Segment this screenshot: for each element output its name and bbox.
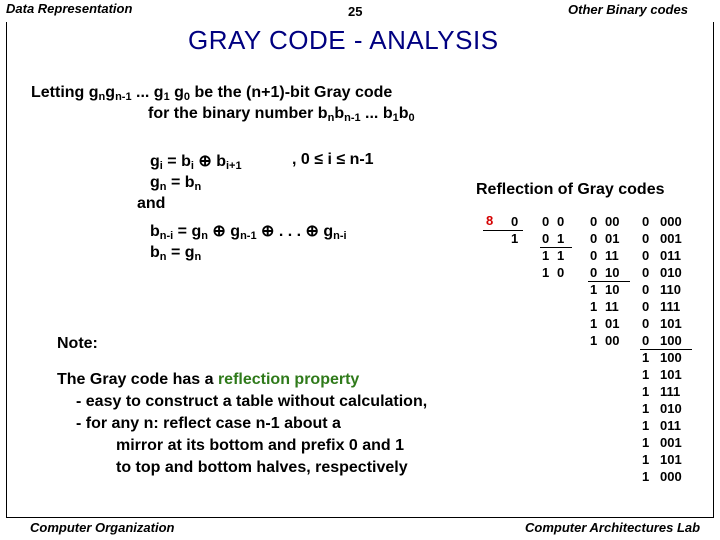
text-run: be the (n+1)-bit Gray code — [190, 84, 393, 101]
code-cell: 1 — [542, 265, 550, 280]
code-cell: 101 — [660, 367, 682, 382]
note-line-3: - for any n: reflect case n-1 about a — [76, 415, 341, 432]
code-cell: 001 — [660, 435, 682, 450]
subscript: 1 — [392, 112, 399, 124]
text-run: ⊕ b — [193, 153, 226, 170]
code-cell: 1 — [557, 231, 565, 246]
intro-line-1 — [31, 84, 392, 103]
code-cell: 1 — [642, 469, 650, 484]
note-line-5: to top and bottom halves, respectively — [116, 459, 408, 476]
subscript: 0 — [408, 112, 415, 124]
header-topic-label: Other Binary codes — [568, 2, 688, 17]
code-cell: 0 — [642, 214, 650, 229]
equation-index-range: , 0 ≤ i ≤ n-1 — [292, 151, 374, 168]
code-cell: 0 — [642, 316, 650, 331]
code-cell: 1 — [590, 333, 598, 348]
subscript: n-1 — [344, 112, 361, 124]
header-section-label: Data Representation — [6, 1, 133, 16]
text-run: The Gray code has a — [57, 371, 218, 388]
code-cell: 0 — [590, 214, 598, 229]
slide-title: GRAY CODE - ANALYSIS — [188, 25, 499, 55]
subscript: n — [159, 251, 167, 263]
code-cell: 1 — [590, 316, 598, 331]
subscript: 0 — [183, 91, 191, 103]
text-run: ... b — [360, 105, 393, 122]
code-cell: 01 — [605, 316, 620, 331]
text-run: = g — [166, 244, 195, 261]
code-cell: 1 — [642, 435, 650, 450]
subscript: n — [201, 230, 208, 242]
code-cell: 1 — [642, 384, 650, 399]
code-cell: 0 — [590, 265, 598, 280]
subscript: n-1 — [115, 91, 132, 103]
subscript: n-1 — [240, 230, 257, 242]
text-run: b — [150, 244, 160, 261]
code-cell: 1 — [590, 299, 598, 314]
code-cell: 01 — [605, 231, 620, 246]
code-cell: 0 — [557, 214, 565, 229]
mirror-line-1bit — [483, 230, 523, 231]
code-cell: 000 — [660, 469, 682, 484]
code-cell: 0 — [642, 231, 650, 246]
text-run: = b — [166, 174, 195, 191]
equation-bn — [150, 244, 201, 263]
text-run: = g — [173, 223, 202, 240]
and-label: and — [137, 195, 166, 212]
code-cell: 0 — [642, 282, 650, 297]
marker-glyph: 8 — [486, 213, 494, 228]
code-cell: 1 — [642, 350, 650, 365]
subscript: n — [194, 251, 202, 263]
code-cell: 1 — [511, 231, 519, 246]
code-cell: 011 — [660, 418, 681, 433]
code-cell: 1 — [590, 282, 598, 297]
text-run: g — [105, 84, 116, 101]
text-run: b — [334, 105, 345, 122]
subscript: i — [159, 160, 163, 172]
code-cell: 10 — [605, 265, 620, 280]
code-cell: 0 — [557, 265, 565, 280]
note-line-1 — [57, 371, 359, 389]
text-run: g — [150, 153, 160, 170]
code-cell: 100 — [660, 350, 682, 365]
subscript: i+1 — [226, 160, 242, 172]
code-cell: 101 — [660, 316, 682, 331]
code-cell: 11 — [605, 299, 619, 314]
equation-gn — [150, 174, 201, 193]
code-cell: 11 — [605, 248, 619, 263]
code-cell: 001 — [660, 231, 682, 246]
code-cell: 110 — [660, 282, 681, 297]
code-cell: 00 — [605, 214, 620, 229]
code-cell: 0 — [642, 265, 650, 280]
code-cell: 0 — [642, 333, 650, 348]
reflection-property-highlight: reflection property — [217, 371, 360, 388]
code-cell: 10 — [605, 282, 620, 297]
text-run: for the binary number b — [148, 105, 328, 122]
code-cell: 111 — [660, 384, 681, 399]
code-cell: 0 — [590, 248, 598, 263]
equation-binary-from-gray — [150, 221, 347, 242]
text-run: ... g — [131, 84, 164, 101]
code-cell: 100 — [660, 333, 682, 348]
text-run: b — [398, 105, 409, 122]
note-line-4: mirror at its bottom and prefix 0 and 1 — [116, 437, 405, 454]
code-cell: 0 — [511, 214, 519, 229]
code-cell: 0 — [590, 231, 598, 246]
text-run: g — [150, 174, 160, 191]
text-run: ⊕ g — [207, 223, 241, 240]
code-cell: 0 — [542, 214, 550, 229]
code-cell: 010 — [660, 401, 682, 416]
note-label: Note: — [57, 335, 98, 352]
code-cell: 0 — [642, 248, 650, 263]
code-cell: 1 — [642, 401, 650, 416]
code-cell: 000 — [660, 214, 682, 229]
mirror-line-4bit — [640, 349, 692, 350]
subscript: i — [190, 160, 194, 172]
subscript: n — [327, 112, 335, 124]
text-run: Letting g — [31, 84, 99, 101]
subscript: 1 — [163, 91, 170, 103]
code-cell: 111 — [660, 299, 681, 314]
code-cell: 011 — [660, 248, 681, 263]
mirror-line-2bit — [540, 247, 572, 248]
intro-line-2 — [148, 105, 415, 124]
subscript: n — [98, 91, 106, 103]
subscript: n — [194, 181, 202, 193]
code-cell: 0 — [642, 299, 650, 314]
text-run: = b — [162, 153, 191, 170]
code-cell: 1 — [642, 367, 650, 382]
text-run: g — [169, 84, 184, 101]
text-run: ⊕ . . . ⊕ g — [256, 223, 334, 240]
table-title: Reflection of Gray codes — [476, 181, 665, 198]
code-cell: 101 — [660, 452, 682, 467]
code-cell: 1 — [642, 418, 650, 433]
code-cell: 0 — [542, 231, 550, 246]
equation-gray-from-binary — [150, 151, 242, 172]
subscript: n-i — [333, 230, 347, 242]
footer-left: Computer Organization — [30, 520, 175, 535]
code-cell: 00 — [605, 333, 620, 348]
code-cell: 1 — [557, 248, 565, 263]
text-run: b — [150, 223, 160, 240]
subscript: n-i — [159, 230, 174, 242]
footer-right: Computer Architectures Lab — [525, 520, 701, 535]
page-number: 25 — [348, 4, 363, 19]
code-cell: 1 — [542, 248, 550, 263]
note-line-2: - easy to construct a table without calculation, — [76, 393, 428, 410]
subscript: n — [159, 181, 167, 193]
mirror-line-3bit — [588, 281, 630, 282]
code-cell: 1 — [642, 452, 650, 467]
code-cell: 010 — [660, 265, 682, 280]
